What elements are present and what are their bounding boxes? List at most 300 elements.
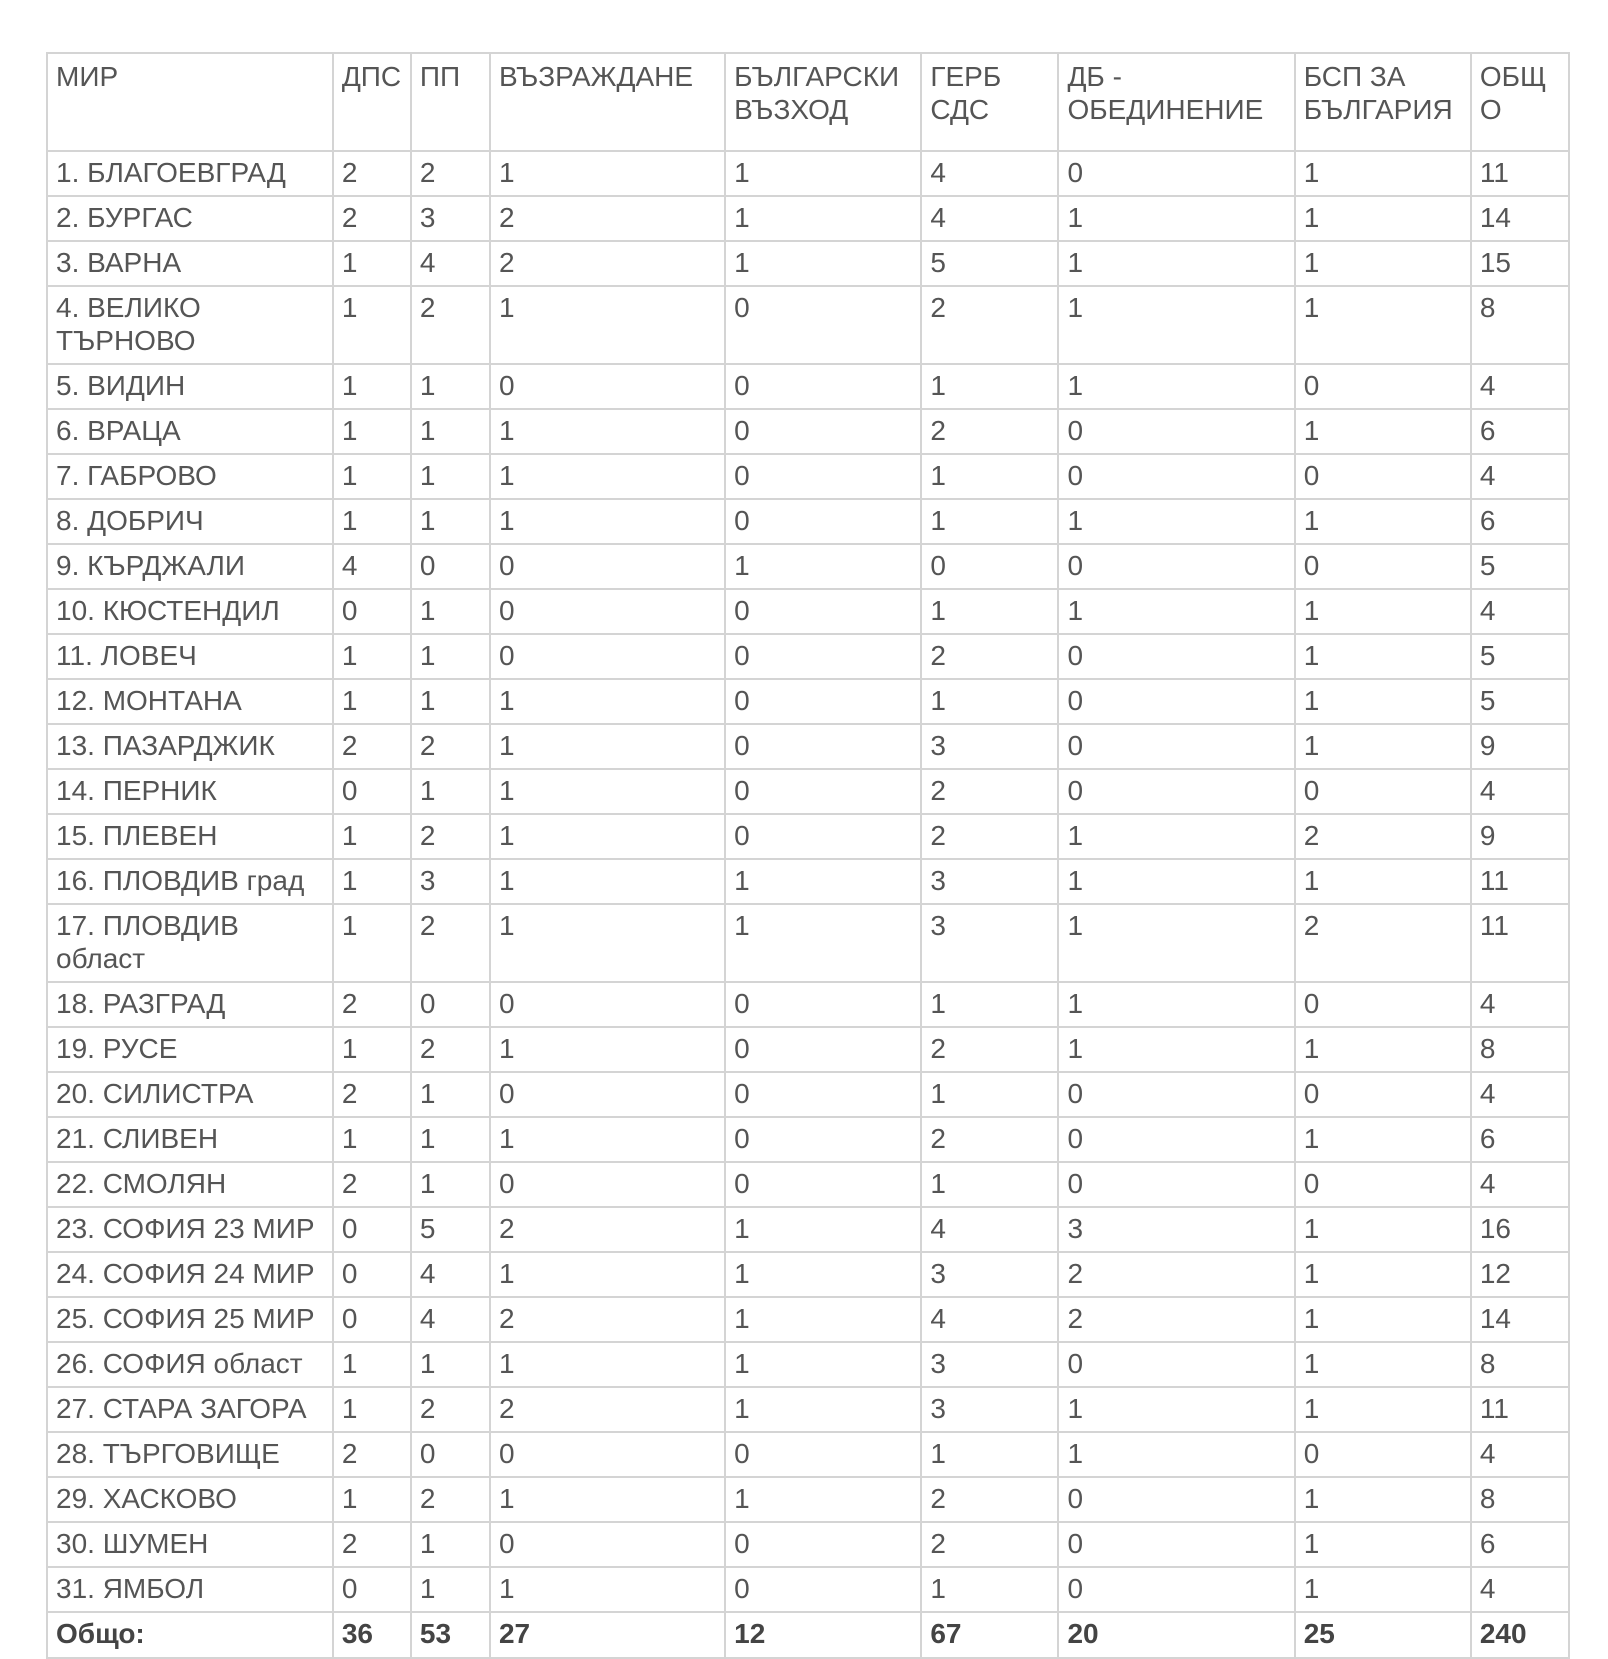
seat-count-cell: 4 xyxy=(921,1207,1058,1252)
seat-count-cell: 1 xyxy=(333,679,411,724)
region-cell: 19. РУСЕ xyxy=(47,1027,333,1072)
seat-count-cell: 1 xyxy=(490,454,725,499)
seat-count-cell: 0 xyxy=(725,1072,921,1117)
seat-count-cell: 8 xyxy=(1471,286,1569,364)
seat-count-cell: 0 xyxy=(725,1027,921,1072)
seat-count-cell: 2 xyxy=(411,1387,490,1432)
seat-count-cell: 3 xyxy=(921,859,1058,904)
seat-count-cell: 1 xyxy=(725,904,921,982)
seat-count-cell: 1 xyxy=(411,769,490,814)
seat-count-cell: 8 xyxy=(1471,1027,1569,1072)
region-cell: 28. ТЪРГОВИЩЕ xyxy=(47,1432,333,1477)
seat-count-cell: 1 xyxy=(1295,196,1471,241)
total-cell: 27 xyxy=(490,1612,725,1658)
region-cell: 4. ВЕЛИКО ТЪРНОВО xyxy=(47,286,333,364)
seat-count-cell: 2 xyxy=(490,196,725,241)
seat-count-cell: 3 xyxy=(921,724,1058,769)
seat-count-cell: 0 xyxy=(1058,1567,1294,1612)
seat-count-cell: 2 xyxy=(921,286,1058,364)
seat-count-cell: 0 xyxy=(490,982,725,1027)
seat-count-cell: 1 xyxy=(921,1432,1058,1477)
table-row xyxy=(47,409,1569,454)
seat-count-cell: 1 xyxy=(921,499,1058,544)
seat-count-cell: 1 xyxy=(333,241,411,286)
seat-count-cell: 1 xyxy=(490,409,725,454)
seat-count-cell: 1 xyxy=(1295,589,1471,634)
seat-count-cell: 2 xyxy=(921,1027,1058,1072)
seat-count-cell: 4 xyxy=(1471,1072,1569,1117)
seat-count-cell: 1 xyxy=(411,454,490,499)
region-cell: 10. КЮСТЕНДИЛ xyxy=(47,589,333,634)
seat-count-cell: 0 xyxy=(490,1072,725,1117)
seat-count-cell: 1 xyxy=(411,1072,490,1117)
seat-count-cell: 2 xyxy=(490,1297,725,1342)
seat-count-cell: 1 xyxy=(725,1387,921,1432)
seat-count-cell: 1 xyxy=(725,1477,921,1522)
seat-count-cell: 0 xyxy=(1058,151,1294,196)
seat-count-cell: 0 xyxy=(725,769,921,814)
seat-count-cell: 0 xyxy=(725,1522,921,1567)
seat-count-cell: 0 xyxy=(725,1117,921,1162)
seat-count-cell: 14 xyxy=(1471,1297,1569,1342)
seat-count-cell: 0 xyxy=(490,589,725,634)
seat-count-cell: 5 xyxy=(411,1207,490,1252)
table-totals-row xyxy=(47,1612,1569,1658)
region-cell: 2. БУРГАС xyxy=(47,196,333,241)
seat-count-cell: 1 xyxy=(921,1072,1058,1117)
table-row xyxy=(47,634,1569,679)
total-cell: 25 xyxy=(1295,1612,1471,1658)
seat-count-cell: 3 xyxy=(411,859,490,904)
seat-count-cell: 0 xyxy=(1295,364,1471,409)
seat-count-cell: 9 xyxy=(1471,814,1569,859)
seat-count-cell: 1 xyxy=(411,1342,490,1387)
seat-count-cell: 1 xyxy=(1295,1252,1471,1297)
seat-count-cell: 2 xyxy=(411,814,490,859)
seat-count-cell: 1 xyxy=(1295,724,1471,769)
seat-count-cell: 1 xyxy=(490,1252,725,1297)
region-cell: 1. БЛАГОЕВГРАД xyxy=(47,151,333,196)
seat-count-cell: 1 xyxy=(411,634,490,679)
seat-count-cell: 2 xyxy=(1295,904,1471,982)
seat-count-cell: 0 xyxy=(1295,454,1471,499)
table-row xyxy=(47,814,1569,859)
table-row xyxy=(47,769,1569,814)
seat-count-cell: 2 xyxy=(490,241,725,286)
seat-count-cell: 0 xyxy=(725,589,921,634)
seat-count-cell: 1 xyxy=(1058,589,1294,634)
table-row xyxy=(47,364,1569,409)
seat-count-cell: 1 xyxy=(1058,196,1294,241)
seat-count-cell: 3 xyxy=(921,904,1058,982)
seat-count-cell: 1 xyxy=(333,409,411,454)
region-cell: 7. ГАБРОВО xyxy=(47,454,333,499)
seat-count-cell: 1 xyxy=(490,1117,725,1162)
seat-count-cell: 3 xyxy=(921,1387,1058,1432)
table-row xyxy=(47,859,1569,904)
seat-count-cell: 2 xyxy=(411,904,490,982)
table-row xyxy=(47,286,1569,364)
seat-count-cell: 0 xyxy=(1058,544,1294,589)
seat-count-cell: 1 xyxy=(333,499,411,544)
seat-count-cell: 11 xyxy=(1471,151,1569,196)
seat-count-cell: 0 xyxy=(1058,1072,1294,1117)
seat-count-cell: 1 xyxy=(490,286,725,364)
seat-count-cell: 0 xyxy=(333,589,411,634)
table-row xyxy=(47,724,1569,769)
seat-count-cell: 1 xyxy=(1058,286,1294,364)
seat-count-cell: 2 xyxy=(411,286,490,364)
seat-count-cell: 1 xyxy=(1295,1567,1471,1612)
seat-count-cell: 1 xyxy=(490,1342,725,1387)
seat-count-cell: 0 xyxy=(725,286,921,364)
seat-count-cell: 1 xyxy=(333,814,411,859)
seat-count-cell: 3 xyxy=(411,196,490,241)
seat-count-cell: 1 xyxy=(411,679,490,724)
seat-count-cell: 14 xyxy=(1471,196,1569,241)
seat-count-cell: 3 xyxy=(921,1342,1058,1387)
seat-count-cell: 1 xyxy=(1058,904,1294,982)
table-row xyxy=(47,499,1569,544)
seat-count-cell: 2 xyxy=(490,1207,725,1252)
seat-count-cell: 1 xyxy=(1058,982,1294,1027)
seat-count-cell: 1 xyxy=(725,196,921,241)
seat-count-cell: 1 xyxy=(921,982,1058,1027)
seat-count-cell: 1 xyxy=(411,499,490,544)
table-row xyxy=(47,679,1569,724)
seat-count-cell: 1 xyxy=(411,1117,490,1162)
region-cell: 20. СИЛИСТРА xyxy=(47,1072,333,1117)
region-cell: 29. ХАСКОВО xyxy=(47,1477,333,1522)
seat-count-cell: 0 xyxy=(490,1432,725,1477)
seat-count-cell: 0 xyxy=(1058,409,1294,454)
column-header: ДПС xyxy=(333,53,411,151)
seat-count-cell: 6 xyxy=(1471,1522,1569,1567)
seat-count-cell: 4 xyxy=(411,241,490,286)
total-cell: 240 xyxy=(1471,1612,1569,1658)
seat-count-cell: 1 xyxy=(1058,241,1294,286)
seat-count-cell: 1 xyxy=(1295,1207,1471,1252)
seat-count-cell: 1 xyxy=(1295,859,1471,904)
region-cell: 26. СОФИЯ област xyxy=(47,1342,333,1387)
table-body xyxy=(47,151,1569,1612)
seat-count-cell: 0 xyxy=(921,544,1058,589)
seat-count-cell: 2 xyxy=(921,1522,1058,1567)
region-cell: 13. ПАЗАРДЖИК xyxy=(47,724,333,769)
total-cell: 53 xyxy=(411,1612,490,1658)
table-row xyxy=(47,589,1569,634)
table-row xyxy=(47,1027,1569,1072)
region-cell: 23. СОФИЯ 23 МИР xyxy=(47,1207,333,1252)
total-cell: 36 xyxy=(333,1612,411,1658)
region-cell: 30. ШУМЕН xyxy=(47,1522,333,1567)
seat-count-cell: 0 xyxy=(725,814,921,859)
table-row xyxy=(47,544,1569,589)
seat-count-cell: 1 xyxy=(921,454,1058,499)
region-cell: 25. СОФИЯ 25 МИР xyxy=(47,1297,333,1342)
seat-count-cell: 5 xyxy=(1471,544,1569,589)
table-row xyxy=(47,982,1569,1027)
seat-count-cell: 0 xyxy=(725,679,921,724)
column-header: ПП xyxy=(411,53,490,151)
seat-count-cell: 0 xyxy=(333,1207,411,1252)
column-header: БСП ЗА БЪЛГАРИЯ xyxy=(1295,53,1471,151)
column-header: ВЪЗРАЖДАНЕ xyxy=(490,53,725,151)
seat-count-cell: 6 xyxy=(1471,499,1569,544)
seat-count-cell: 1 xyxy=(1058,1027,1294,1072)
seat-count-cell: 0 xyxy=(1295,544,1471,589)
table-row xyxy=(47,1252,1569,1297)
seat-count-cell: 1 xyxy=(333,634,411,679)
seat-count-cell: 5 xyxy=(1471,634,1569,679)
seat-count-cell: 2 xyxy=(921,634,1058,679)
seat-count-cell: 15 xyxy=(1471,241,1569,286)
seat-count-cell: 1 xyxy=(921,1567,1058,1612)
table-row xyxy=(47,1162,1569,1207)
seat-count-cell: 1 xyxy=(921,1162,1058,1207)
seat-count-cell: 2 xyxy=(333,1162,411,1207)
seat-count-cell: 3 xyxy=(921,1252,1058,1297)
seat-count-cell: 2 xyxy=(1058,1297,1294,1342)
seat-count-cell: 0 xyxy=(725,454,921,499)
seat-count-cell: 1 xyxy=(1058,814,1294,859)
seat-count-cell: 1 xyxy=(725,1297,921,1342)
seat-count-cell: 0 xyxy=(725,409,921,454)
seat-count-cell: 1 xyxy=(1058,1387,1294,1432)
seat-count-cell: 4 xyxy=(1471,454,1569,499)
region-cell: 31. ЯМБОЛ xyxy=(47,1567,333,1612)
seat-count-cell: 1 xyxy=(490,904,725,982)
seat-count-cell: 1 xyxy=(1295,1477,1471,1522)
seat-count-cell: 1 xyxy=(333,1117,411,1162)
table-row xyxy=(47,904,1569,982)
table-row xyxy=(47,1297,1569,1342)
seat-count-cell: 1 xyxy=(725,859,921,904)
seat-count-cell: 1 xyxy=(490,499,725,544)
seat-count-cell: 0 xyxy=(725,1567,921,1612)
seat-count-cell: 6 xyxy=(1471,409,1569,454)
seat-count-cell: 1 xyxy=(1295,1342,1471,1387)
seat-count-cell: 2 xyxy=(921,1477,1058,1522)
seat-count-cell: 0 xyxy=(1295,1162,1471,1207)
seat-count-cell: 1 xyxy=(490,151,725,196)
seat-count-cell: 1 xyxy=(411,1522,490,1567)
seat-count-cell: 0 xyxy=(490,1162,725,1207)
region-cell: 9. КЪРДЖАЛИ xyxy=(47,544,333,589)
seat-count-cell: 0 xyxy=(490,634,725,679)
seat-count-cell: 2 xyxy=(921,1117,1058,1162)
seat-count-cell: 1 xyxy=(333,1477,411,1522)
seat-count-cell: 1 xyxy=(333,1342,411,1387)
seat-count-cell: 2 xyxy=(1295,814,1471,859)
seat-count-cell: 4 xyxy=(921,151,1058,196)
seat-count-cell: 2 xyxy=(333,151,411,196)
seat-count-cell: 1 xyxy=(490,679,725,724)
seat-count-cell: 0 xyxy=(725,1162,921,1207)
seat-count-cell: 2 xyxy=(333,724,411,769)
seat-count-cell: 1 xyxy=(333,364,411,409)
seat-count-cell: 8 xyxy=(1471,1477,1569,1522)
seat-count-cell: 0 xyxy=(725,982,921,1027)
seat-count-cell: 1 xyxy=(490,1567,725,1612)
seat-count-cell: 0 xyxy=(725,724,921,769)
seat-count-cell: 1 xyxy=(1058,859,1294,904)
seat-count-cell: 1 xyxy=(1295,634,1471,679)
table-row xyxy=(47,1477,1569,1522)
table-row xyxy=(47,1342,1569,1387)
table-row xyxy=(47,196,1569,241)
seat-count-cell: 1 xyxy=(333,1387,411,1432)
seat-count-cell: 1 xyxy=(333,454,411,499)
region-cell: 22. СМОЛЯН xyxy=(47,1162,333,1207)
region-cell: 21. СЛИВЕН xyxy=(47,1117,333,1162)
seat-count-cell: 4 xyxy=(1471,1432,1569,1477)
seat-count-cell: 2 xyxy=(921,769,1058,814)
seat-count-cell: 2 xyxy=(1058,1252,1294,1297)
table-row xyxy=(47,1432,1569,1477)
region-cell: 5. ВИДИН xyxy=(47,364,333,409)
seat-count-cell: 2 xyxy=(490,1387,725,1432)
seat-count-cell: 0 xyxy=(1295,982,1471,1027)
seat-count-cell: 0 xyxy=(1058,1342,1294,1387)
seat-count-cell: 0 xyxy=(490,544,725,589)
column-header: МИР xyxy=(47,53,333,151)
seat-count-cell: 1 xyxy=(725,1252,921,1297)
seat-count-cell: 1 xyxy=(411,589,490,634)
table-row xyxy=(47,1117,1569,1162)
seat-count-cell: 1 xyxy=(1295,679,1471,724)
seat-count-cell: 1 xyxy=(1295,151,1471,196)
seat-count-cell: 1 xyxy=(1058,1432,1294,1477)
seat-count-cell: 1 xyxy=(490,769,725,814)
seat-count-cell: 11 xyxy=(1471,1387,1569,1432)
region-cell: 12. МОНТАНА xyxy=(47,679,333,724)
seat-count-cell: 4 xyxy=(411,1297,490,1342)
seat-count-cell: 9 xyxy=(1471,724,1569,769)
seat-count-cell: 1 xyxy=(490,859,725,904)
total-cell: 20 xyxy=(1058,1612,1294,1658)
seat-count-cell: 4 xyxy=(1471,769,1569,814)
seat-count-cell: 1 xyxy=(333,859,411,904)
seat-count-cell: 1 xyxy=(921,679,1058,724)
seat-count-cell: 1 xyxy=(1295,1027,1471,1072)
region-cell: 16. ПЛОВДИВ град xyxy=(47,859,333,904)
seat-count-cell: 2 xyxy=(921,814,1058,859)
seat-count-cell: 2 xyxy=(411,1027,490,1072)
seat-count-cell: 0 xyxy=(333,1252,411,1297)
seat-count-cell: 1 xyxy=(490,814,725,859)
region-cell: 3. ВАРНА xyxy=(47,241,333,286)
region-cell: 27. СТАРА ЗАГОРА xyxy=(47,1387,333,1432)
seat-count-cell: 5 xyxy=(921,241,1058,286)
seat-count-cell: 2 xyxy=(921,409,1058,454)
totals-label: Общо: xyxy=(47,1612,333,1658)
seat-count-cell: 0 xyxy=(333,1567,411,1612)
seat-count-cell: 1 xyxy=(490,724,725,769)
seat-count-cell: 4 xyxy=(1471,1162,1569,1207)
seat-count-cell: 1 xyxy=(1295,409,1471,454)
seat-count-cell: 1 xyxy=(1295,1117,1471,1162)
table-header-row xyxy=(47,53,1569,151)
seat-count-cell: 0 xyxy=(411,982,490,1027)
seat-count-cell: 0 xyxy=(1295,1072,1471,1117)
seat-count-cell: 0 xyxy=(1058,679,1294,724)
seat-count-cell: 0 xyxy=(1058,1522,1294,1567)
seat-count-cell: 4 xyxy=(411,1252,490,1297)
seat-count-cell: 0 xyxy=(725,1432,921,1477)
seat-count-cell: 1 xyxy=(1295,241,1471,286)
region-cell: 8. ДОБРИЧ xyxy=(47,499,333,544)
seat-count-cell: 1 xyxy=(1295,1297,1471,1342)
seat-count-cell: 0 xyxy=(1058,634,1294,679)
table-row xyxy=(47,1522,1569,1567)
seat-count-cell: 0 xyxy=(411,544,490,589)
seat-count-cell: 1 xyxy=(1295,286,1471,364)
seat-count-cell: 0 xyxy=(333,1297,411,1342)
seat-count-cell: 1 xyxy=(490,1027,725,1072)
seat-count-cell: 4 xyxy=(1471,589,1569,634)
seat-count-cell: 1 xyxy=(725,151,921,196)
seat-count-cell: 2 xyxy=(333,1072,411,1117)
seat-count-cell: 3 xyxy=(1058,1207,1294,1252)
seat-count-cell: 4 xyxy=(921,1297,1058,1342)
seat-count-cell: 16 xyxy=(1471,1207,1569,1252)
seat-count-cell: 1 xyxy=(411,1162,490,1207)
seat-count-cell: 0 xyxy=(1058,1117,1294,1162)
seat-count-cell: 2 xyxy=(333,982,411,1027)
seat-count-cell: 1 xyxy=(725,544,921,589)
region-cell: 15. ПЛЕВЕН xyxy=(47,814,333,859)
seat-count-cell: 1 xyxy=(725,1207,921,1252)
column-header: ОБЩО xyxy=(1471,53,1569,151)
seat-count-cell: 1 xyxy=(725,1342,921,1387)
seat-count-cell: 11 xyxy=(1471,859,1569,904)
seat-count-cell: 0 xyxy=(725,634,921,679)
seat-count-cell: 0 xyxy=(725,499,921,544)
seat-count-cell: 0 xyxy=(725,364,921,409)
seat-count-cell: 2 xyxy=(411,151,490,196)
seat-count-cell: 1 xyxy=(1058,499,1294,544)
seat-count-cell: 4 xyxy=(1471,1567,1569,1612)
seat-count-cell: 1 xyxy=(921,364,1058,409)
seat-count-cell: 4 xyxy=(333,544,411,589)
seat-count-cell: 0 xyxy=(411,1432,490,1477)
table-row xyxy=(47,454,1569,499)
seat-count-cell: 0 xyxy=(1295,769,1471,814)
seat-count-cell: 1 xyxy=(333,1027,411,1072)
seat-count-cell: 11 xyxy=(1471,904,1569,982)
seat-count-cell: 1 xyxy=(725,241,921,286)
seat-count-cell: 0 xyxy=(1058,724,1294,769)
seat-count-cell: 4 xyxy=(1471,364,1569,409)
total-cell: 12 xyxy=(725,1612,921,1658)
table-row xyxy=(47,1567,1569,1612)
region-cell: 6. ВРАЦА xyxy=(47,409,333,454)
seat-count-cell: 0 xyxy=(1058,769,1294,814)
seat-count-cell: 0 xyxy=(490,364,725,409)
seat-count-cell: 1 xyxy=(1295,1522,1471,1567)
seat-count-cell: 4 xyxy=(921,196,1058,241)
table-row xyxy=(47,1387,1569,1432)
seat-count-cell: 1 xyxy=(490,1477,725,1522)
region-cell: 14. ПЕРНИК xyxy=(47,769,333,814)
seat-count-cell: 4 xyxy=(1471,982,1569,1027)
seat-count-cell: 0 xyxy=(1058,1477,1294,1522)
seat-count-cell: 8 xyxy=(1471,1342,1569,1387)
column-header: ДБ - ОБЕДИНЕНИЕ xyxy=(1058,53,1294,151)
seat-count-cell: 1 xyxy=(411,409,490,454)
seat-count-cell: 1 xyxy=(921,589,1058,634)
